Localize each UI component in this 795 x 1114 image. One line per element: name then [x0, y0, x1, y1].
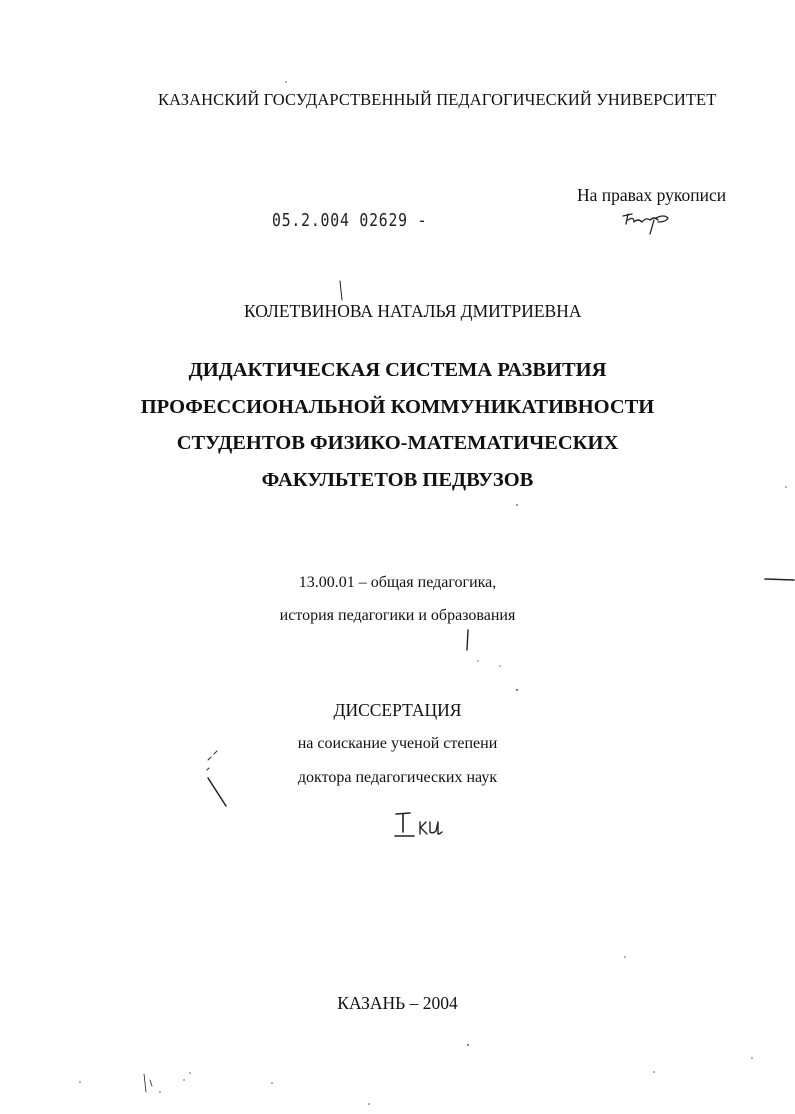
- university-name: КАЗАНСКИЙ ГОСУДАРСТВЕННЫЙ ПЕДАГОГИЧЕСКИЙ УНИВЕРСИТЕТ: [158, 90, 717, 109]
- manuscript-rights-note: На правах рукописи: [577, 185, 727, 205]
- title-line: СТУДЕНТОВ ФИЗИКО-МАТЕМАТИЧЕСКИХ: [176, 432, 619, 454]
- title-line: ПРОФЕССИОНАЛЬНОЙ КОММУНИКАТИВНОСТИ: [140, 395, 655, 418]
- city-year: КАЗАНЬ – 2004: [337, 993, 458, 1013]
- author-name: КОЛЕТВИНОВА НАТАЛЬЯ ДМИТРИЕВНА: [244, 301, 582, 321]
- title-line: ФАКУЛЬТЕТОВ ПЕДВУЗОВ: [261, 468, 534, 491]
- degree-line: на соискание ученой степени: [297, 735, 498, 752]
- registration-number: 05.2.004 02629 -: [272, 210, 428, 231]
- dissertation-label: ДИССЕРТАЦИЯ: [333, 700, 462, 720]
- degree-line: доктора педагогических наук: [297, 769, 498, 786]
- specialty-name: история педагогики и образования: [279, 607, 516, 624]
- specialty-code: 13.00.01 – общая педагогика,: [298, 574, 497, 591]
- title-line: ДИДАКТИЧЕСКАЯ СИСТЕМА РАЗВИТИЯ: [188, 359, 607, 381]
